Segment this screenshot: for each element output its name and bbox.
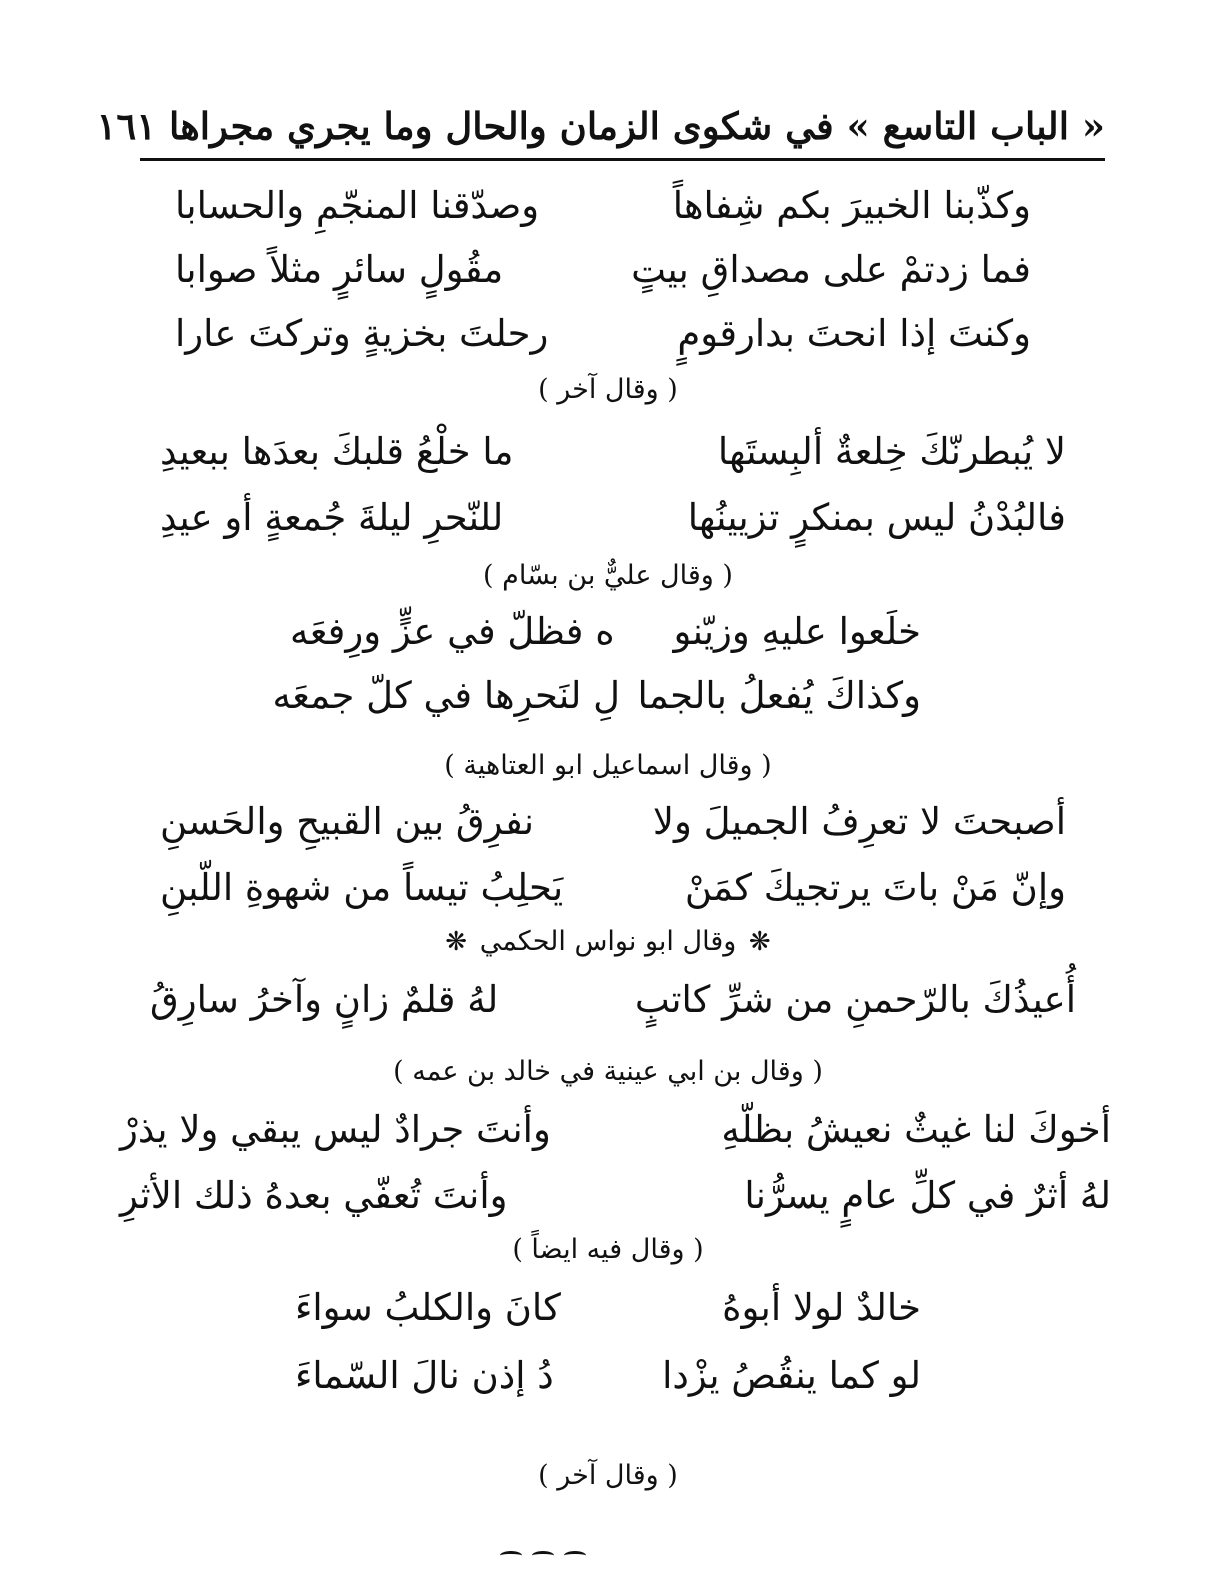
- poem-block: [0, 968, 1216, 1032]
- verse-line: [0, 1276, 1216, 1344]
- verse-first-hemistich: أخوكَ لنا غيثٌ نعيشُ بظلّهِ: [721, 1108, 1111, 1151]
- verse-second-hemistich: مقُولٍ سائرٍ مثلاً صوابا: [175, 248, 504, 291]
- verse-line: [0, 486, 1216, 552]
- poem-block: [0, 174, 1216, 366]
- verse-first-hemistich: لهُ أثرٌ في كلِّ عامٍ يسرُّنا: [744, 1174, 1111, 1217]
- verse-line: [0, 1164, 1216, 1230]
- verse-line: [0, 238, 1216, 302]
- verse-second-hemistich: ما خلْعُ قلبكَ بعدَها ببعيدِ: [160, 430, 514, 473]
- poem-block: [0, 420, 1216, 552]
- poem-caption: ( وقال آخر ): [538, 1460, 678, 1491]
- verse-first-hemistich: وكذّبنا الخبيرَ بكم شِفاهاً: [672, 184, 1031, 227]
- poem-caption: وقال ابو نواس الحكمي: [479, 926, 737, 957]
- verse-first-hemistich: أصبحتَ لا تعرِفُ الجميلَ ولا: [652, 800, 1066, 843]
- verse-second-hemistich: يَحلِبُ تيساً من شهوةِ اللّبنِ: [160, 866, 564, 909]
- poem-block: [0, 790, 1216, 922]
- verse-line: [0, 1344, 1216, 1412]
- poem-caption: ( وقال بن ابي عينية في خالد بن عمه ): [393, 1056, 823, 1087]
- verse-second-hemistich: نفرِقُ بين القبيحِ والحَسنِ: [160, 800, 535, 843]
- verse-first-hemistich: أُعيذُكَ بالرّحمنِ من شرِّ كاتبٍ: [634, 978, 1076, 1021]
- verse-line: [0, 302, 1216, 366]
- verse-second-hemistich: وصدّقنا المنجّمِ والحسابا: [175, 184, 540, 227]
- verse-line: [0, 600, 1216, 664]
- verse-second-hemistich: ه فظلّ في عزٍّ ورِفعَه: [290, 610, 615, 653]
- poem-block: [0, 1276, 1216, 1412]
- verse-first-hemistich: وإنّ مَنْ باتَ يرتجيكَ كمَنْ: [684, 866, 1066, 909]
- verse-first-hemistich: وكذاكَ يُفعلُ بالجما: [637, 674, 921, 717]
- running-header: « الباب التاسع » في شكوى الزمان والحال وما يجري مجراها ١٦١: [96, 104, 1105, 148]
- poem-caption: ( وقال فيه ايضاً ): [512, 1234, 704, 1265]
- ornament-icon: ❋: [445, 927, 468, 957]
- verse-first-hemistich: فما زدتمْ على مصداقِ بيتٍ: [631, 248, 1031, 291]
- verse-first-hemistich: لا يُبطرنّكَ خِلعةٌ ألبِستَها: [717, 430, 1066, 473]
- poem-caption: ( وقال عليٌّ بن بسّام ): [483, 560, 733, 591]
- verse-first-hemistich: لو كما ينقُصُ يزْدا: [662, 1354, 921, 1397]
- verse-second-hemistich: للنّحرِ ليلةَ جُمعةٍ أو عيدِ: [160, 496, 504, 539]
- header-rule: [140, 158, 1105, 161]
- verse-line: [0, 174, 1216, 238]
- verse-first-hemistich: فالبُدْنُ ليس بمنكرٍ تزيينُها: [687, 496, 1066, 539]
- verse-second-hemistich: لهُ قلمٌ زانٍ وآخرُ سارِقُ: [150, 978, 499, 1021]
- verse-second-hemistich: وأنتَ جرادٌ ليس يبقي ولا يذرْ: [120, 1108, 551, 1151]
- verse-line: [0, 420, 1216, 486]
- verse-first-hemistich: خالدٌ لولا أبوهُ: [722, 1286, 921, 1329]
- verse-second-hemistich: دُ إذن نالَ السّماءَ: [295, 1354, 554, 1397]
- verse-line: [0, 790, 1216, 856]
- verse-second-hemistich: وأنتَ تُعفّي بعدهُ ذلك الأثرِ: [120, 1174, 508, 1217]
- verse-line: [0, 856, 1216, 922]
- verse-line: [0, 1098, 1216, 1164]
- cropped-line-fragment: [500, 1545, 630, 1559]
- verse-first-hemistich: وكنتَ إذا انحتَ بدارقومٍ: [677, 312, 1031, 355]
- poem-caption-row: [0, 924, 1216, 960]
- verse-second-hemistich: كانَ والكلبُ سواءَ: [295, 1286, 561, 1329]
- poem-block: [0, 1098, 1216, 1230]
- poem-block: [0, 600, 1216, 728]
- verse-line: [0, 664, 1216, 728]
- verse-second-hemistich: لِ لنَحرِها في كلّ جمعَه: [272, 674, 620, 717]
- verse-second-hemistich: رحلتَ بخزيةٍ وتركتَ عارا: [175, 312, 549, 355]
- verse-line: [0, 968, 1216, 1032]
- poem-caption: ( وقال اسماعيل ابو العتاهية ): [444, 750, 772, 781]
- verse-first-hemistich: خلَعوا عليهِ وزيّنو: [673, 610, 921, 653]
- poem-caption: ( وقال آخر ): [538, 374, 678, 405]
- ornament-icon: ❋: [748, 927, 771, 957]
